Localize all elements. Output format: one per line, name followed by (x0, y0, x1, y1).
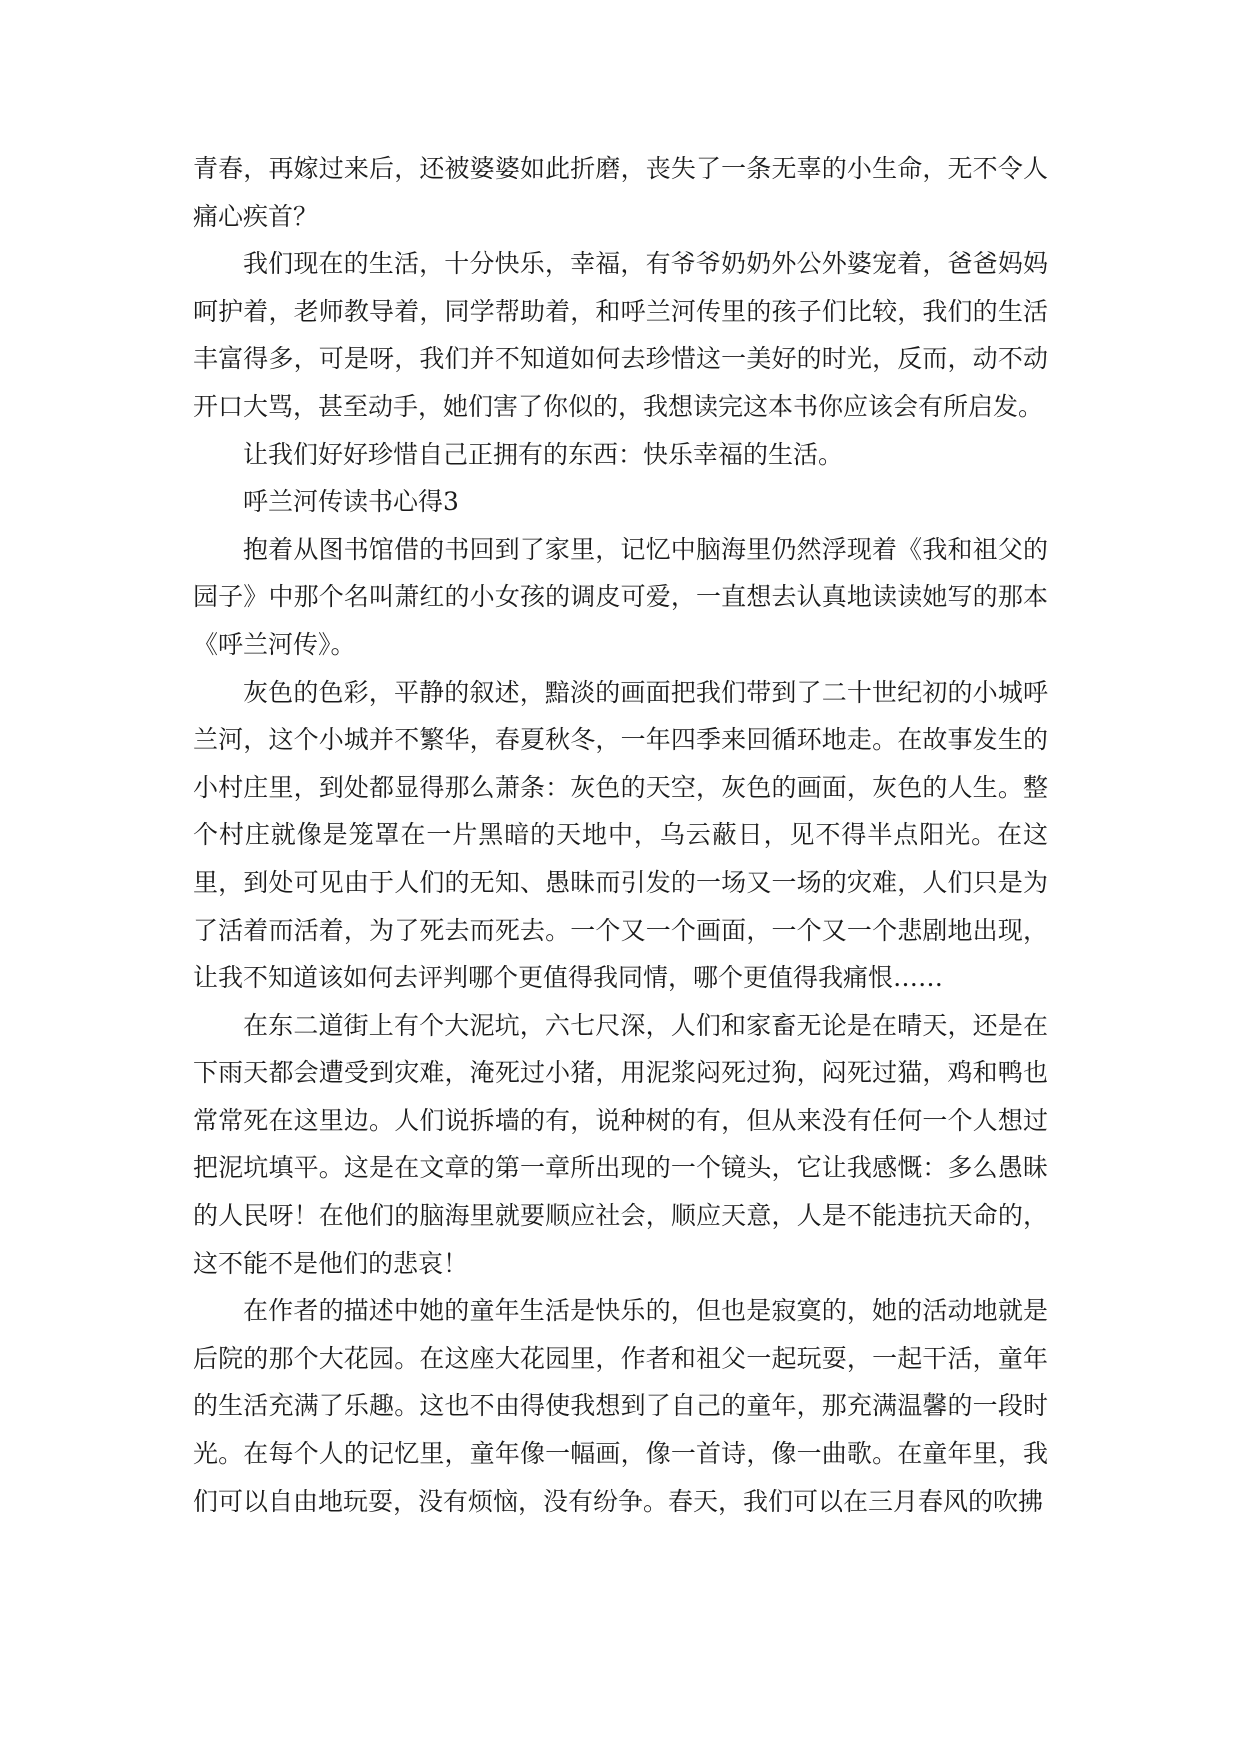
paragraph: 我们现在的生活，十分快乐，幸福，有爷爷奶奶外公外婆宠着，爸爸妈妈呵护着，老师教导着，同学帮助着，和呼兰河传里的孩子们比较，我们的生活丰富得多，可是呀，我们并不知道如何去珍惜这一美好的时光，反而，动不动开口大骂，甚至动手，她们害了你似的，我想读完这本书你应该会有所启发。 (193, 249, 1048, 421)
paragraph: 灰色的色彩，平静的叙述，黯淡的画面把我们带到了二十世纪初的小城呼兰河，这个小城并不繁华，春夏秋冬，一年四季来回循环地走。在故事发生的小村庄里，到处都显得那么萧条：灰色的天空，灰色的画面，灰色的人生。整个村庄就像是笼罩在一片黑暗的天地中，乌云蔽日，见不得半点阳光。在这里，到处可见由于人们的无知、愚昧而引发的一场又一场的灾难，人们只是为了活着而活着，为了死去而死去。一个又一个画面，一个又一个悲剧地出现，让我不知道该如何去评判哪个更值得我同情，哪个更值得我痛恨…… (193, 677, 1048, 993)
paragraph: 在作者的描述中她的童年生活是快乐的，但也是寂寞的，她的活动地就是后院的那个大花园。在这座大花园里，作者和祖父一起玩耍，一起干活，童年的生活充满了乐趣。这也不由得使我想到了自己的童年，那充满温馨的一段时光。在每个人的记忆里，童年像一幅画，像一首诗，像一曲歌。在童年里，我们可以自由地玩耍，没有烦恼，没有纷争。春天，我们可以在三月春风的吹拂 (193, 1296, 1048, 1516)
paragraph: 让我们好好珍惜自己正拥有的东西：快乐幸福的生活。 (243, 439, 844, 469)
paragraph: 在东二道街上有个大泥坑，六七尺深，人们和家畜无论是在晴天，还是在下雨天都会遭受到灾难，淹死过小猪，用泥浆闷死过狗，闷死过猫，鸡和鸭也常常死在这里边。人们说拆墙的有，说种树的有，但从来没有任何一个人想过把泥坑填平。这是在文章的第一章所出现的一个镜头，它让我感慨：多么愚昧的人民呀！在他们的脑海里就要顺应社会，顺应天意，人是不能违抗天命的，这不能不是他们的悲哀！ (193, 1010, 1048, 1278)
document-body (193, 145, 1048, 1525)
paragraph: 抱着从图书馆借的书回到了家里，记忆中脑海里仍然浮现着《我和祖父的园子》中那个名叫萧红的小女孩的调皮可爱，一直想去认真地读读她写的那本《呼兰河传》。 (193, 534, 1048, 659)
section-heading: 呼兰河传读书心得3 (243, 487, 459, 517)
paragraph: 青春，再嫁过来后，还被婆婆如此折磨，丧失了一条无辜的小生命，无不令人痛心疾首？ (193, 154, 1048, 231)
